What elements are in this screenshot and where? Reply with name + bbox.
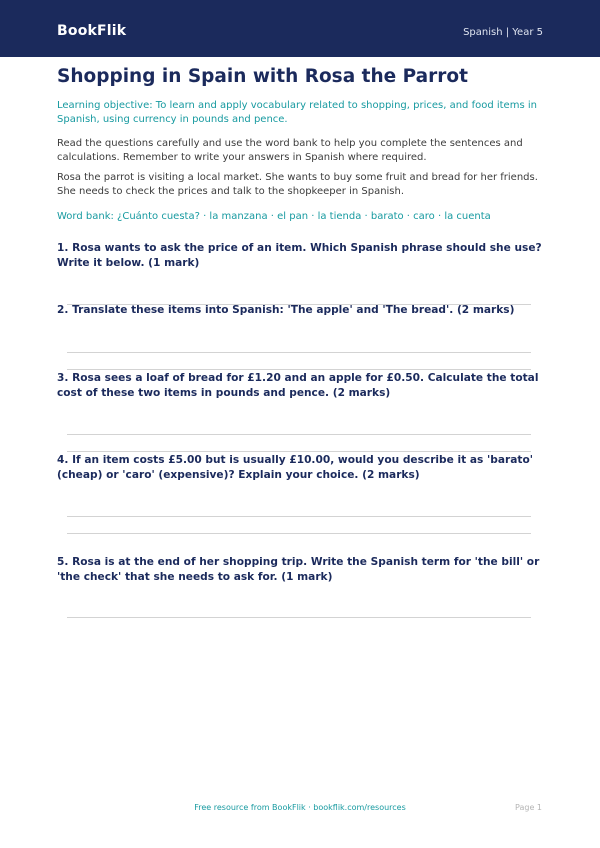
question-4: 4. If an item costs £5.00 but is usually £10.00, would you describe it as 'barato' (cheap) or 'caro' (expensive)? Explain your choice. (2 marks) [57,454,533,481]
answer-line[interactable] [67,369,531,370]
page-title: Shopping in Spain with Rosa the Parrot [57,66,468,87]
subject-year-label: Spanish | Year 5 [463,27,543,38]
answer-line[interactable] [67,533,531,534]
question-2: 2. Translate these items into Spanish: 'The apple' and 'The bread'. (2 marks) [57,304,515,316]
answer-line[interactable] [67,617,531,618]
page-number: Page 1 [515,803,542,812]
question-3: 3. Rosa sees a loaf of bread for £1.20 and an apple for £0.50. Calculate the total cost of these two items in pounds and pence. (2 marks) [57,372,539,399]
header-bar [0,0,600,57]
instructions-text: Read the questions carefully and use the word bank to help you complete the sentences and calculations. Remember to write your answers in Spanish where required. [57,138,523,163]
brand-logo[interactable]: BookFlik [57,23,127,39]
answer-line[interactable] [67,451,531,452]
story-text: Rosa the parrot is visiting a local market. She wants to buy some fruit and bread for her friends. She needs to check the prices and talk to the shopkeeper in Spanish. [57,172,538,197]
learning-objective: Learning objective: To learn and apply vocabulary related to shopping, prices, and food items in Spanish, using currency in pounds and pence. [57,100,537,125]
answer-line[interactable] [67,352,531,353]
word-bank: Word bank: ¿Cuánto cuesta? · la manzana · el pan · la tienda · barato · caro · la cuenta [57,211,491,222]
answer-line[interactable] [67,516,531,517]
question-5: 5. Rosa is at the end of her shopping trip. Write the Spanish term for 'the bill' or 'the check' that she needs to ask for. (1 mark) [57,556,540,583]
question-1: 1. Rosa wants to ask the price of an item. Which Spanish phrase should she use? Write it below. (1 mark) [57,242,542,269]
footer [0,803,600,815]
footer-link[interactable]: Free resource from BookFlik · bookflik.com/resources [194,803,406,812]
answer-line[interactable] [67,434,531,435]
